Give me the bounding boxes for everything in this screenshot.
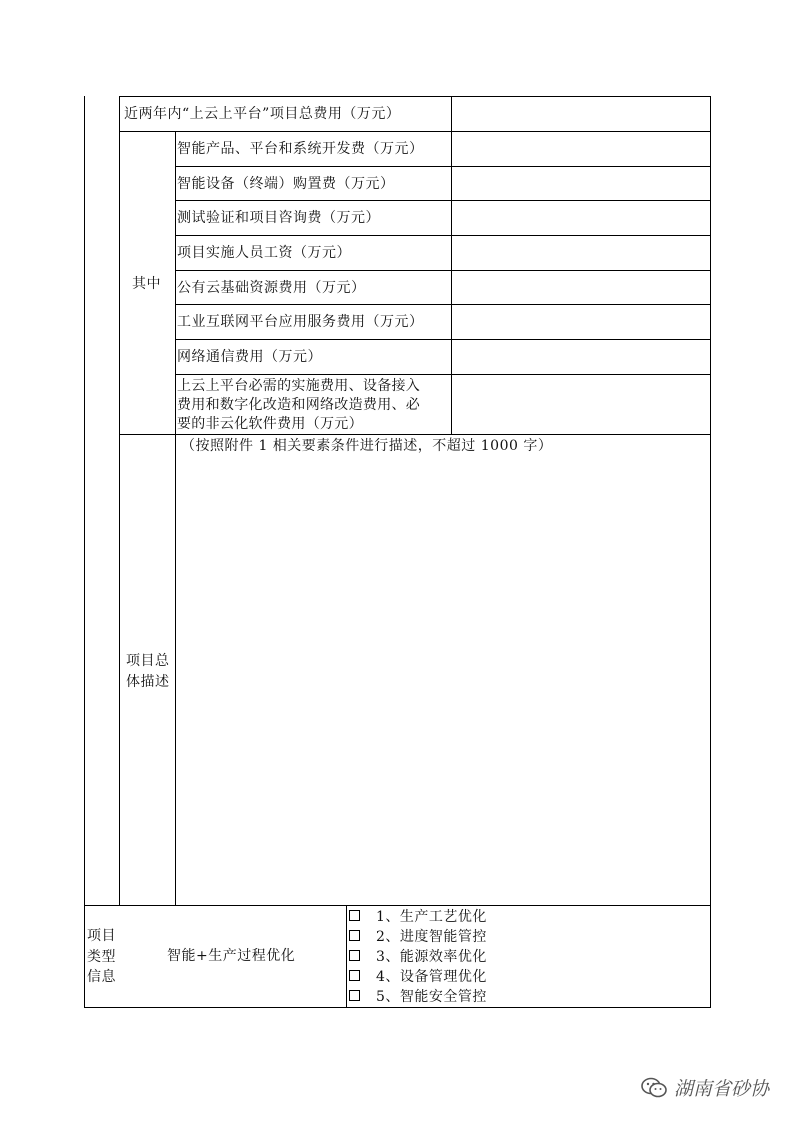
type-option-label: 2、进度智能管控 xyxy=(376,929,487,945)
breakdown-item-label: 智能设备（终端）购置费（万元） xyxy=(177,176,395,192)
type-option-label: 3、能源效率优化 xyxy=(376,949,487,965)
breakdown-item-input[interactable] xyxy=(452,201,710,235)
watermark-text: 湖南省砂协 xyxy=(674,1078,770,1100)
watermark xyxy=(640,1074,769,1101)
total-cost-input[interactable] xyxy=(452,97,710,131)
type-option-label: 4、设备管理优化 xyxy=(376,969,487,985)
breakdown-item-label: 网络通信费用（万元） xyxy=(177,349,322,365)
breakdown-item-input[interactable] xyxy=(452,271,710,304)
type-option-label: 5、智能安全管控 xyxy=(376,989,487,1005)
breakdown-item-label: 工业互联网平台应用服务费用（万元） xyxy=(177,314,424,330)
type-label-line: 信息 xyxy=(87,969,116,985)
breakdown-item-label: 公有云基础资源费用（万元） xyxy=(177,280,366,296)
breakdown-item-label-line: 费用和数字化改造和网络改造费用、必 xyxy=(177,397,421,413)
checkbox-icon[interactable] xyxy=(349,930,360,941)
breakdown-item-label-line: 上云上平台必需的实施费用、设备接入 xyxy=(177,378,421,394)
checkbox-icon[interactable] xyxy=(349,950,360,961)
type-option[interactable] xyxy=(349,907,487,927)
total-cost-label: 近两年内“上云上平台”项目总费用（万元） xyxy=(124,106,401,122)
breakdown-item-input[interactable] xyxy=(452,167,710,200)
type-label-line: 类型 xyxy=(87,949,116,965)
breakdown-label: 其中 xyxy=(132,276,161,292)
breakdown-item-input[interactable] xyxy=(452,236,710,270)
breakdown-item-input[interactable] xyxy=(452,305,710,339)
type-option[interactable] xyxy=(349,947,487,967)
type-option[interactable] xyxy=(349,927,487,947)
type-label-line: 项目 xyxy=(87,928,116,944)
description-label-line: 体描述 xyxy=(126,674,170,690)
type-category: 智能+生产过程优化 xyxy=(167,948,296,964)
breakdown-item-label: 智能产品、平台和系统开发费（万元） xyxy=(177,141,424,157)
description-input[interactable] xyxy=(176,458,710,904)
type-option[interactable] xyxy=(349,987,487,1007)
description-hint: （按照附件 1 相关要素条件进行描述，不超过 1000 字） xyxy=(181,438,553,454)
checkbox-icon[interactable] xyxy=(349,970,360,981)
breakdown-item-input[interactable] xyxy=(452,375,710,434)
breakdown-item-input[interactable] xyxy=(452,132,710,166)
breakdown-item-label: 项目实施人员工资（万元） xyxy=(177,245,351,261)
breakdown-item-label-line: 要的非云化软件费用（万元） xyxy=(177,416,363,432)
checkbox-icon[interactable] xyxy=(349,990,360,1001)
type-option-label: 1、生产工艺优化 xyxy=(376,909,487,925)
breakdown-item-label: 测试验证和项目咨询费（万元） xyxy=(177,210,380,226)
wechat-icon xyxy=(640,1076,668,1100)
checkbox-icon[interactable] xyxy=(349,910,360,921)
breakdown-item-input[interactable] xyxy=(452,340,710,374)
description-label-line: 项目总 xyxy=(126,653,170,669)
type-option[interactable] xyxy=(349,967,487,987)
